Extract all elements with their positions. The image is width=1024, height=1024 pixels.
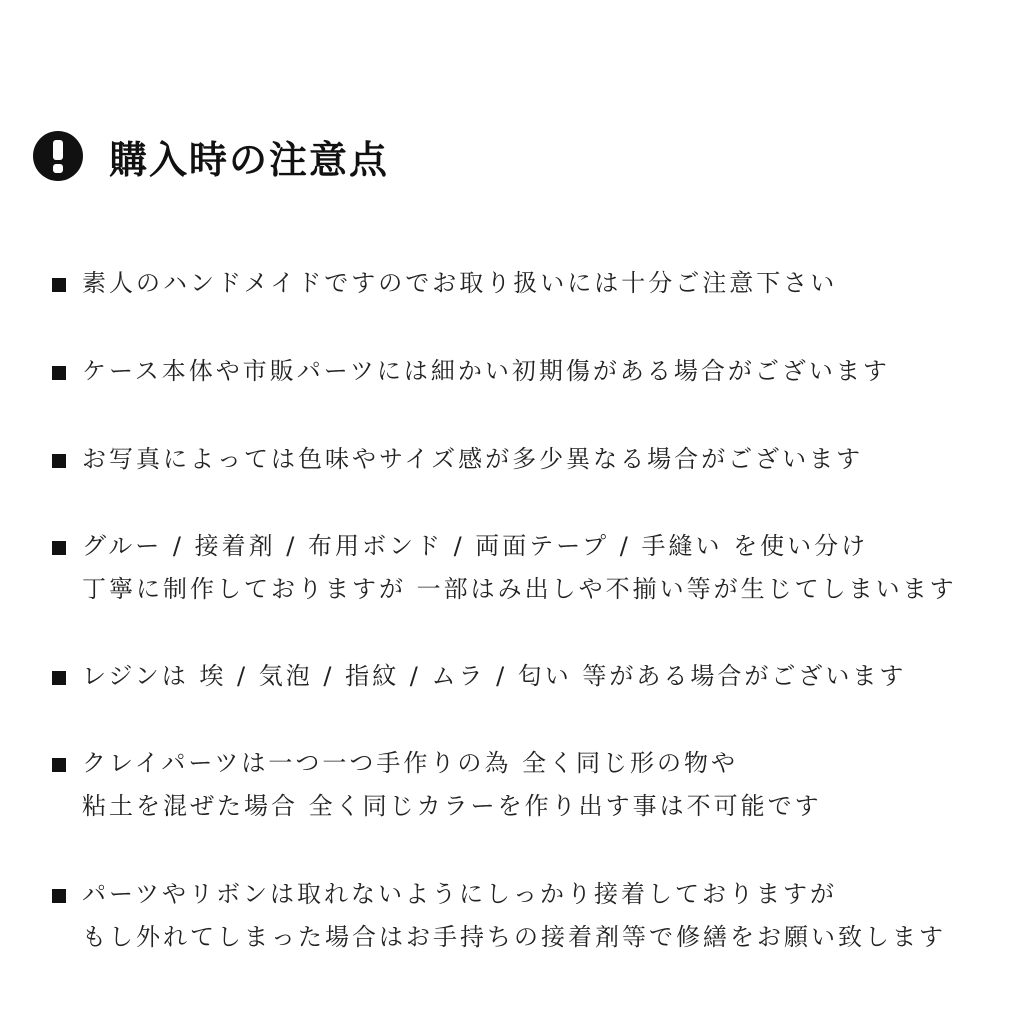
note-text: レジンは 埃 / 気泡 / 指紋 / ムラ / 匂い 等がある場合がございます (82, 662, 907, 690)
bullet-square-icon (52, 889, 66, 903)
note-text: お写真によっては色味やサイズ感が多少異なる場合がございます (82, 445, 864, 473)
bullet-square-icon (52, 366, 66, 380)
bullet-square-icon (52, 758, 66, 772)
note-text: クレイパーツは一つ一つ手作りの為 全く同じ形の物や (82, 749, 738, 777)
note-text: パーツやリボンは取れないようにしっかり接着しておりますが (82, 880, 838, 908)
note-text: もし外れてしまった場合はお手持ちの接着剤等で修繕をお願い致します (82, 923, 946, 951)
bullet-square-icon (52, 278, 66, 292)
note-text: 粘土を混ぜた場合 全く同じカラーを作り出す事は不可能です (82, 792, 822, 820)
bullet-square-icon (52, 541, 66, 555)
note-text: グルー / 接着剤 / 布用ボンド / 両面テープ / 手縫い を使い分け (82, 532, 869, 560)
note-text: 素人のハンドメイドですのでお取り扱いには十分ご注意下さい (82, 269, 838, 297)
note-text: ケース本体や市販パーツには細かい初期傷がある場合がございます (82, 357, 890, 385)
page-title: 購入時の注意点 (109, 137, 390, 182)
bullet-square-icon (52, 671, 66, 685)
note-text: 丁寧に制作しておりますが 一部はみ出しや不揃い等が生じてしまいます (82, 575, 957, 603)
bullet-square-icon (52, 454, 66, 468)
